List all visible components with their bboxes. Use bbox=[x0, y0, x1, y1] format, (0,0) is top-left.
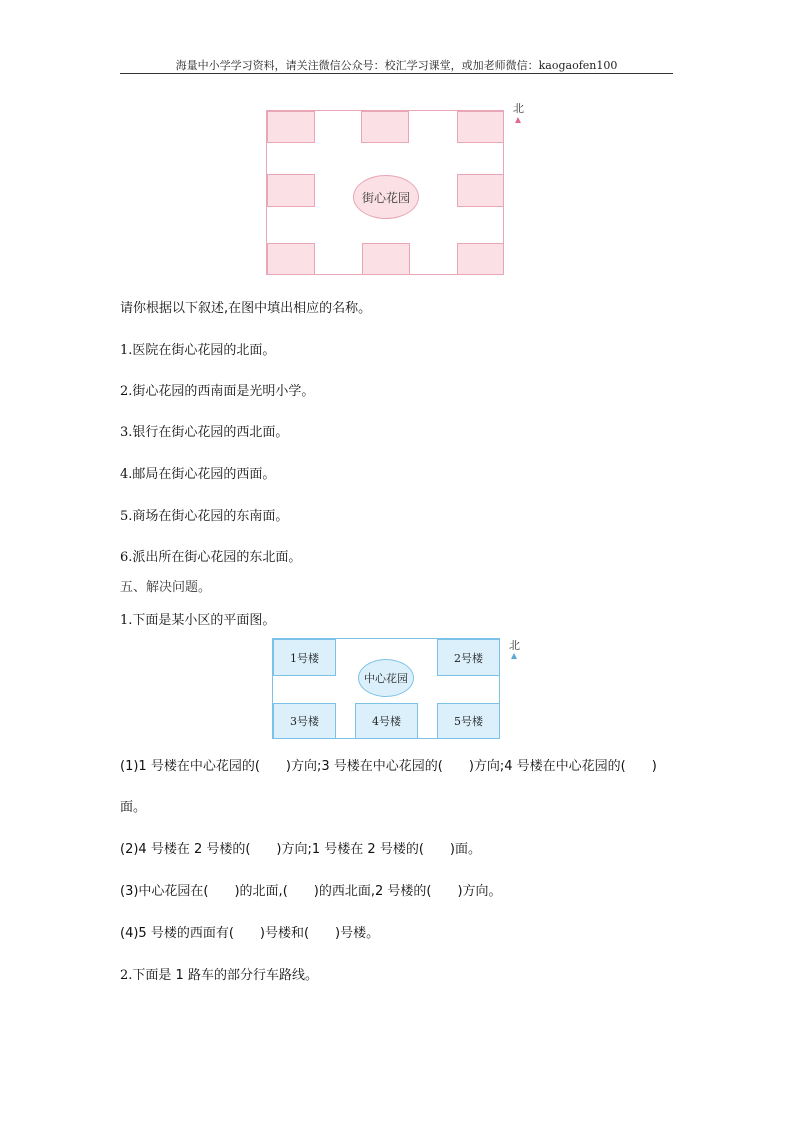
statement-5: 5.商场在街心花园的东南面。 bbox=[120, 509, 289, 524]
north-label: 北 bbox=[513, 102, 524, 115]
statement-6: 6.派出所在街心花园的东北面。 bbox=[120, 550, 302, 565]
map-box-southwest bbox=[267, 243, 315, 275]
building-2: 2号楼 bbox=[437, 639, 500, 676]
page-header: 海量中小学学习资料，请关注微信公众号：校汇学习课堂，或加老师微信：kaogaofen100 bbox=[175, 59, 618, 72]
map-box-west bbox=[267, 174, 315, 207]
building-1: 1号楼 bbox=[273, 639, 336, 676]
north-arrow-icon bbox=[515, 117, 521, 123]
street-garden-map bbox=[266, 110, 504, 275]
header-divider bbox=[120, 73, 673, 74]
map-box-north bbox=[361, 111, 409, 143]
statement-3: 3.银行在街心花园的西北面。 bbox=[120, 425, 289, 440]
question-4: (4)5 号楼的西面有( )号楼和( )号楼。 bbox=[120, 926, 380, 941]
instruction-text: 请你根据以下叙述,在图中填出相应的名称。 bbox=[120, 301, 372, 316]
map-box-northwest bbox=[267, 111, 315, 143]
map-box-east bbox=[457, 174, 504, 207]
map-box-southeast bbox=[457, 243, 504, 275]
community-plan-map bbox=[272, 638, 500, 739]
north-arrow-icon-2 bbox=[511, 653, 517, 659]
north-label-2: 北 bbox=[509, 639, 520, 652]
problem-1-intro: 1.下面是某小区的平面图。 bbox=[120, 613, 276, 628]
building-4: 4号楼 bbox=[355, 703, 418, 739]
map-box-south bbox=[362, 243, 410, 275]
section-title: 五、解决问题。 bbox=[120, 580, 212, 595]
statement-4: 4.邮局在街心花园的西面。 bbox=[120, 467, 276, 482]
statement-2: 2.街心花园的西南面是光明小学。 bbox=[120, 384, 315, 399]
question-1-continued: 面。 bbox=[120, 800, 147, 815]
statement-1: 1.医院在街心花园的北面。 bbox=[120, 343, 276, 358]
question-2: (2)4 号楼在 2 号楼的( )方向;1 号楼在 2 号楼的( )面。 bbox=[120, 842, 481, 857]
building-3: 3号楼 bbox=[273, 703, 336, 739]
map-box-northeast bbox=[457, 111, 504, 143]
central-garden-ellipse: 中心花园 bbox=[358, 659, 414, 697]
center-garden-ellipse: 街心花园 bbox=[353, 175, 419, 219]
problem-2-intro: 2.下面是 1 路车的部分行车路线。 bbox=[120, 968, 318, 983]
question-1: (1)1 号楼在中心花园的( )方向;3 号楼在中心花园的( )方向;4 号楼在中心花园的( ) bbox=[120, 759, 657, 774]
building-5: 5号楼 bbox=[437, 703, 500, 739]
question-3: (3)中心花园在( )的北面,( )的西北面,2 号楼的( )方向。 bbox=[120, 884, 502, 899]
